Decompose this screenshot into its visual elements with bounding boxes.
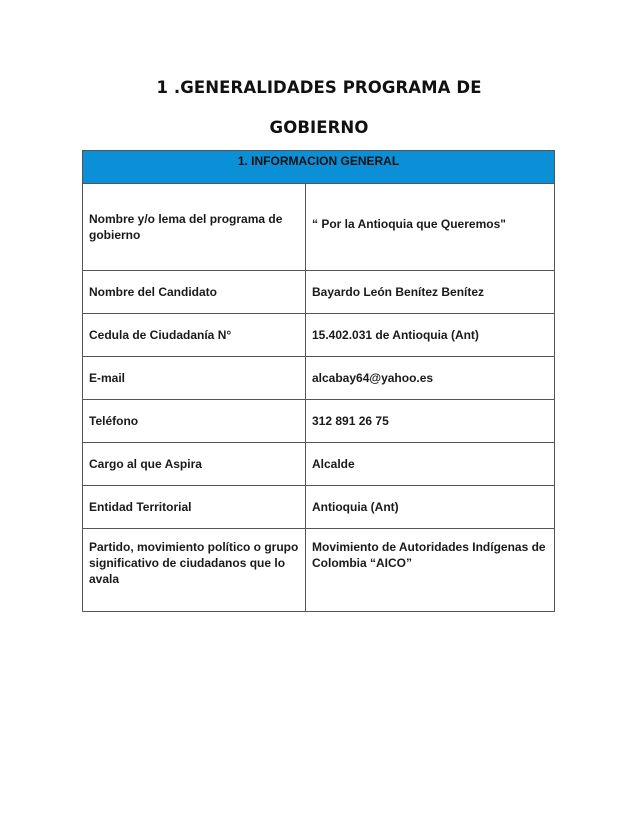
row-value-program-name [306, 184, 555, 271]
row-label-id-number: Cedula de Ciudadanía N° [83, 314, 306, 357]
row-label-email: E-mail [83, 357, 306, 400]
row-value-territory: Antioquia (Ant) [306, 486, 555, 529]
table-header-row [83, 151, 555, 184]
row-value-party: Movimiento de Autoridades Indígenas de Colombia “AICO” [306, 529, 555, 612]
row-label-territory: Entidad Territorial [83, 486, 306, 529]
table-row [83, 314, 555, 357]
row-value-id-number: 15.402.031 de Antioquia (Ant) [306, 314, 555, 357]
table-row [83, 357, 555, 400]
table-row [83, 184, 555, 271]
row-label-candidate: Nombre del Candidato [83, 271, 306, 314]
row-label-program-name: Nombre y/o lema del programa de gobierno [83, 184, 306, 271]
document-title-line-1: 1 .GENERALIDADES PROGRAMA DE [156, 78, 482, 97]
row-label-position: Cargo al que Aspira [83, 443, 306, 486]
table-row [83, 400, 555, 443]
table-row [83, 271, 555, 314]
document-title-line-2: GOBIERNO [269, 118, 369, 137]
table-row [83, 486, 555, 529]
row-value-email: alcabay64@yahoo.es [306, 357, 555, 400]
program-name-value: “ Por la Antioquia que Queremos" [312, 217, 506, 231]
table-row [83, 443, 555, 486]
row-label-phone: Teléfono [83, 400, 306, 443]
general-information-table [82, 150, 555, 612]
row-value-candidate: Bayardo León Benítez Benítez [306, 271, 555, 314]
section-header-label: 1. INFORMACION GENERAL [237, 154, 400, 168]
row-value-position: Alcalde [306, 443, 555, 486]
section-header [83, 151, 555, 184]
table-row [83, 529, 555, 612]
row-label-party: Partido, movimiento político o grupo significativo de ciudadanos que lo avala [83, 529, 306, 612]
row-value-phone: 312 891 26 75 [306, 400, 555, 443]
